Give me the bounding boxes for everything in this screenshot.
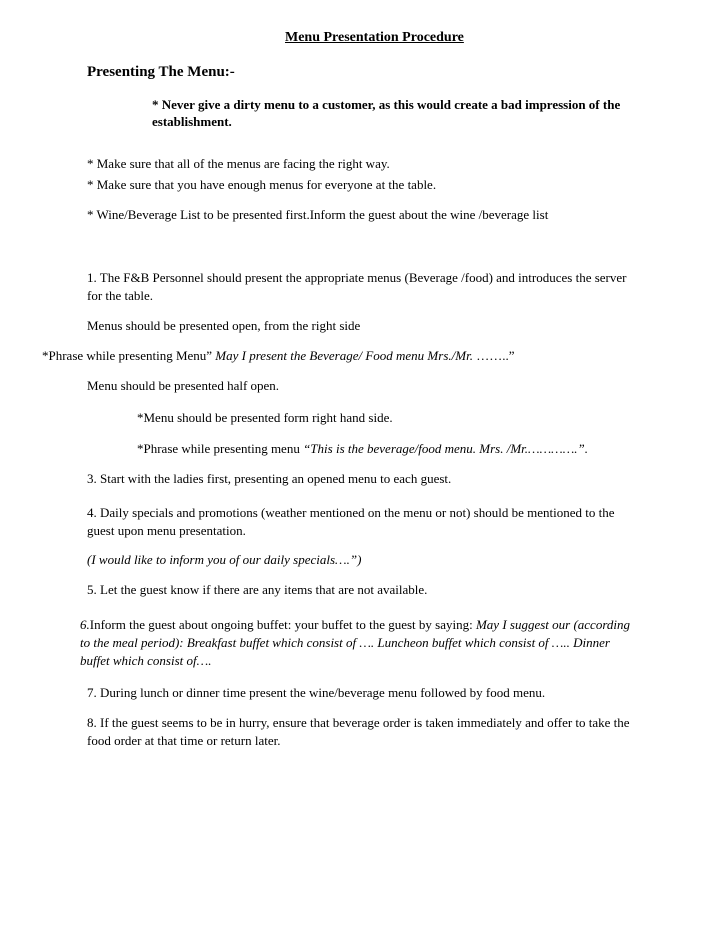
half-open: Menu should be presented half open. (87, 378, 280, 393)
daily-specials-phrase (87, 551, 361, 569)
daily-specials-italic: (I would like to inform you of our daily specials….”) (87, 552, 362, 567)
facing-right-way: * Make sure that all of the menus are facing the right way. (87, 156, 390, 171)
step5: 5. Let the guest know if there are any items that are not available. (87, 582, 428, 597)
wine-list-first: * Wine/Beverage List to be presented first.Inform the guest about the wine /beverage list (87, 207, 549, 222)
step4-line2: guest upon menu presentation. (87, 523, 246, 538)
step8-line2: food order at that time or return later. (87, 733, 281, 748)
phrase2 (137, 440, 588, 458)
section-heading: Presenting The Menu:- (87, 64, 235, 80)
phrase2-italic: “This is the beverage/food menu. Mrs. /Mr.………….”. (303, 441, 589, 456)
step4-line1: 4. Daily specials and promotions (weather mentioned on the menu or not) should be mentioned to the (87, 505, 615, 520)
step6-line1 (80, 616, 630, 634)
phrase2-prefix: *Phrase while presenting menu (137, 441, 304, 456)
step6-line1-italic: May I suggest our (according (475, 617, 631, 632)
step6-line1-text: Inform the guest about ongoing buffet: your buffet to the guest by saying: (89, 617, 476, 632)
step6-line3-italic: buffet which consist of…. (80, 653, 212, 668)
step6-line2 (80, 634, 610, 652)
phrase1-suffix: ……..” (472, 348, 515, 363)
phrase1 (42, 347, 514, 365)
phrase1-prefix: *Phrase while presenting Menu” (42, 348, 216, 363)
step8-line1: 8. If the guest seems to be in hurry, ensure that beverage order is taken immediately and offer to take the (87, 715, 630, 730)
enough-menus: * Make sure that you have enough menus for everyone at the table. (87, 177, 437, 192)
step6-line3 (80, 652, 211, 670)
phrase1-italic: May I present the Beverage/ Food menu Mrs./Mr. (215, 348, 473, 363)
menus-open: Menus should be presented open, from the right side (87, 318, 361, 333)
right-hand-side: *Menu should be presented form right hand side. (137, 410, 393, 425)
never-dirty-line1: * Never give a dirty menu to a customer, as this would create a bad impression of the (152, 97, 621, 112)
step3: 3. Start with the ladies first, presenting an opened menu to each guest. (87, 471, 452, 486)
step1-line2: for the table. (87, 288, 154, 303)
step6-line2-italic: to the meal period): Breakfast buffet which consist of …. Luncheon buffet which consist of ….. Dinner (80, 635, 610, 650)
step7: 7. During lunch or dinner time present the wine/beverage menu followed by food menu. (87, 685, 546, 700)
page-title: Menu Presentation Procedure (285, 30, 464, 45)
step1-line1: 1. The F&B Personnel should present the appropriate menus (Beverage /food) and introduces the server (87, 270, 627, 285)
never-dirty-line2: establishment. (152, 114, 232, 129)
step6-number: 6. (80, 617, 90, 632)
